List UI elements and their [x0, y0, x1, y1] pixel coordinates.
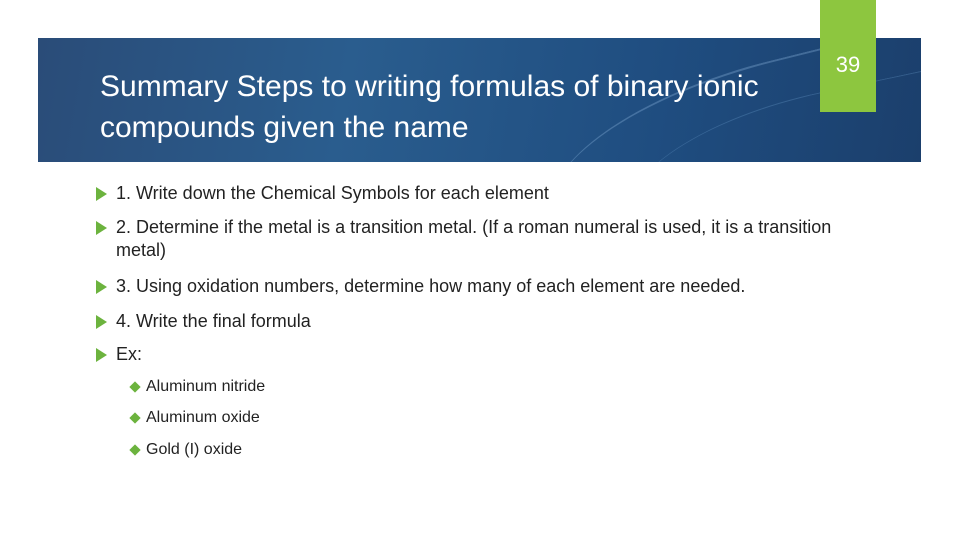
bullet-item-5	[116, 343, 836, 366]
bullet-item-1	[116, 182, 836, 205]
bullet-item-3	[116, 275, 836, 298]
diamond-icon	[129, 381, 140, 392]
diamond-icon	[129, 444, 140, 455]
slide-title: Summary Steps to writing formulas of binary ionic compounds given the name	[100, 70, 759, 144]
bullet-text: 3. Using oxidation numbers, determine how many of each element are needed.	[116, 276, 746, 296]
bullet-text: 1. Write down the Chemical Symbols for each element	[116, 183, 549, 203]
example-item-3	[146, 440, 546, 460]
slide-number: 39	[835, 52, 861, 77]
bullet-text: 2. Determine if the metal is a transition metal. (If a roman numeral is used, it is a transition metal)	[116, 217, 832, 260]
example-text: Aluminum nitride	[146, 378, 266, 395]
example-text: Gold (I) oxide	[146, 441, 243, 458]
arrow-right-icon	[96, 315, 107, 329]
arrow-right-icon	[96, 348, 107, 362]
arrow-right-icon	[96, 280, 107, 294]
diamond-icon	[129, 412, 140, 423]
example-text: Aluminum oxide	[146, 409, 260, 426]
arrow-right-icon	[96, 221, 107, 235]
example-item-1	[146, 377, 546, 397]
bullet-text: Ex:	[116, 344, 143, 364]
bullet-item-2	[116, 216, 836, 262]
bullet-text: 4. Write the final formula	[116, 311, 311, 331]
example-item-2	[146, 408, 546, 428]
bullet-item-4	[116, 310, 836, 333]
arrow-right-icon	[96, 187, 107, 201]
